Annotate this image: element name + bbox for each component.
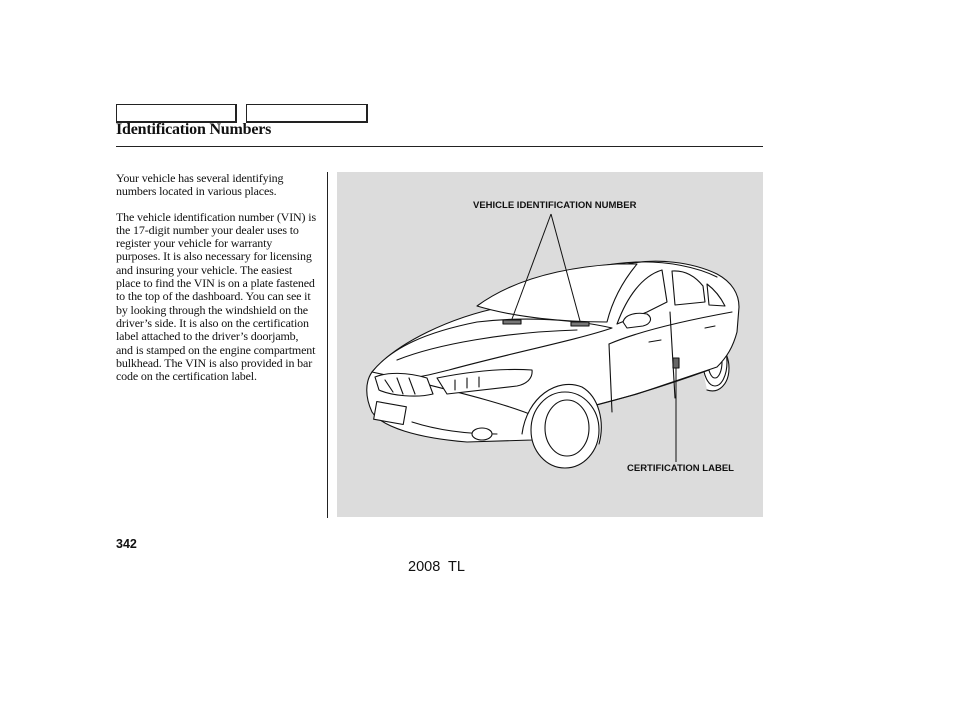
title-divider	[116, 146, 763, 147]
vin-callout-label: VEHICLE IDENTIFICATION NUMBER	[473, 200, 637, 211]
vehicle-illustration	[337, 172, 763, 517]
column-divider	[327, 172, 328, 518]
page-number: 342	[116, 537, 137, 551]
vin-paragraph: The vehicle identification number (VIN) is the 17-digit number your dealer uses to register your vehicle for warranty purposes. It is also necessary for licensing and insuring your vehicle. The easiest place to find the VIN is on a plate fastened to the top of the dashboard. You can see it by looking through the windshield on the driver’s side. It is also on the certification label attached to the driver’s doorjamb, and is stamped on the engine compartment bulkhead. The VIN is also provided in bar code on the certification label.	[116, 209, 316, 384]
certification-callout-label: CERTIFICATION LABEL	[627, 463, 734, 474]
intro-paragraph: Your vehicle has several identifying numbers located in various places.	[116, 171, 284, 199]
page-title: Identification Numbers	[116, 121, 272, 138]
footer-model-name: 2008 TL	[408, 559, 465, 575]
body-text	[116, 172, 316, 395]
